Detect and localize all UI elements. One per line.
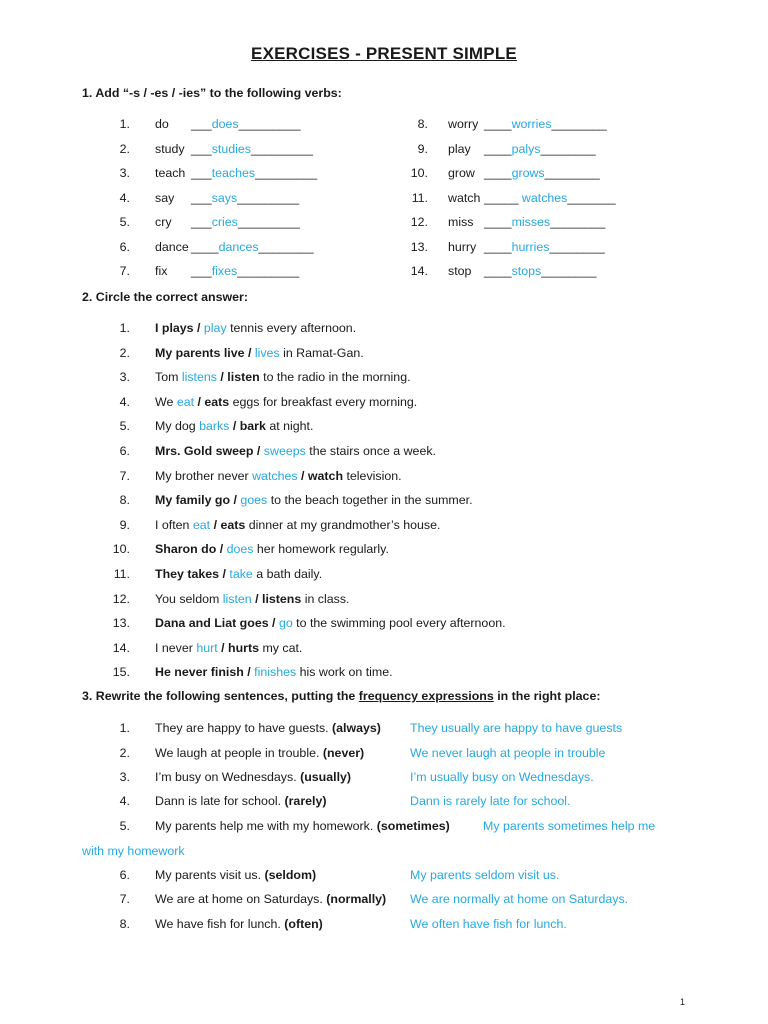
answer-text: worries (511, 117, 552, 131)
item-number: 14. (112, 640, 130, 655)
answer-text: teaches (211, 166, 256, 180)
item-number: 7. (119, 892, 130, 906)
verb-row (0, 215, 768, 233)
verb-word: worry (448, 117, 479, 131)
sentence-text: We (155, 394, 177, 409)
item-number: 8. (119, 493, 130, 508)
sentence (155, 665, 393, 679)
question (155, 819, 450, 833)
blank-post: _______ (567, 190, 616, 205)
sentence (155, 567, 322, 581)
item-number: 9. (417, 141, 428, 156)
frequency-word: (sometimes) (376, 819, 450, 833)
item-number: 8. (417, 117, 428, 131)
blank-pre: ___ (191, 117, 212, 131)
sentence (155, 641, 302, 655)
item-number: 5. (119, 419, 130, 434)
sentence (155, 469, 402, 483)
answer-text: They usually are happy to have guests (410, 721, 623, 735)
sentence-text: to the beach together in the summer. (267, 493, 473, 508)
frequency-word: (usually) (300, 770, 352, 784)
verb-answer (484, 117, 607, 131)
blank-post: _________ (237, 190, 300, 205)
verb-word: watch (448, 190, 481, 205)
item-number: 1. (119, 117, 130, 131)
frequency-word: (seldom) (264, 868, 317, 882)
item-number: 13. (112, 616, 130, 631)
item-number: 7. (119, 264, 130, 278)
choice-text: / eats (210, 517, 246, 532)
verb-answer (484, 215, 605, 229)
page-number: 1 (680, 997, 686, 1007)
item-number: 12. (112, 591, 130, 606)
verb-answer (484, 142, 596, 156)
answer-text: lives (254, 345, 280, 360)
question-text: My parents visit us. (155, 868, 265, 882)
item-number: 5. (119, 819, 130, 833)
blank-pre: ____ (484, 166, 512, 180)
verb-word: do (155, 117, 169, 131)
question-text: My parents help me with my homework. (155, 819, 377, 833)
question-text: We are at home on Saturdays. (155, 892, 327, 906)
blank-pre: ___ (191, 141, 212, 156)
blank-post: _________ (237, 215, 300, 229)
sentence-text: in class. (301, 591, 350, 606)
answer-text: grows (511, 166, 545, 180)
item-number: 13. (410, 239, 428, 254)
verb-row (0, 264, 768, 282)
item-number: 2. (119, 141, 130, 156)
blank-post: ________ (549, 239, 605, 254)
verb-row (0, 142, 768, 160)
sentence-text: I never (155, 640, 197, 655)
sentence (155, 370, 411, 384)
section2-heading: 2. Circle the correct answer: (82, 290, 248, 304)
blank-pre: ____ (484, 239, 512, 254)
item-number: 11. (113, 567, 130, 581)
sentence (155, 346, 364, 360)
page-title: EXERCISES - PRESENT SIMPLE (251, 44, 517, 63)
question-text: We laugh at people in trouble. (155, 746, 323, 760)
answer-text: says (211, 190, 238, 205)
blank-post: _________ (250, 141, 313, 156)
question-text: I’m busy on Wednesdays. (155, 770, 301, 784)
item-number: 10. (410, 166, 428, 180)
rewrite-row (100, 892, 700, 910)
choice-text: / listens (251, 591, 302, 606)
answer-text: stops (511, 264, 542, 278)
choice-text: He never finish / (155, 665, 255, 680)
sentence (155, 395, 417, 409)
sentence-text: dinner at my grandmother’s house. (245, 517, 441, 532)
item-number: 2. (119, 345, 130, 360)
choice-text: Mrs. Gold sweep / (155, 444, 264, 458)
sentence-text: tennis every afternoon. (226, 321, 357, 335)
item-number: 8. (119, 917, 130, 931)
item-number: 5. (119, 215, 130, 229)
question (155, 746, 364, 760)
sentence-text: You seldom (155, 591, 223, 606)
answer-text: Dann is rarely late for school. (410, 794, 571, 808)
sentence (155, 616, 506, 630)
blank-pre: ____ (484, 215, 512, 229)
answer-text: My parents sometimes help me (483, 819, 656, 833)
frequency-word: (often) (284, 917, 323, 931)
question (155, 917, 323, 931)
sentence-text: My brother never (155, 468, 253, 483)
verb-word: fix (155, 264, 168, 278)
verb-word: grow (448, 166, 475, 180)
question-text: Dann is late for school. (155, 794, 285, 808)
choice-text: Dana and Liat goes / (155, 616, 279, 631)
sentence (155, 493, 473, 507)
sentence-text: his work on time. (296, 665, 393, 680)
question-text: We have fish for lunch. (155, 917, 285, 931)
item-number: 1. (119, 321, 130, 335)
blank-post: ________ (544, 166, 600, 180)
sentence-text: to the radio in the morning. (259, 370, 411, 385)
sentence-text: television. (343, 468, 402, 483)
item-number: 12. (410, 215, 428, 229)
item-number: 6. (119, 444, 130, 458)
answer-text: misses (511, 215, 551, 229)
item-number: 2. (119, 746, 130, 760)
choice-text: My family go / (155, 493, 241, 508)
answer-text: sweeps (263, 444, 306, 458)
sentence-text: My dog (155, 419, 200, 434)
frequency-word: (always) (332, 721, 381, 735)
question (155, 794, 327, 808)
blank-post: ________ (541, 264, 597, 278)
item-number: 15. (112, 665, 130, 680)
verb-word: play (448, 141, 471, 156)
sentence (155, 321, 356, 335)
choice-text: Sharon do / (155, 542, 227, 557)
answer-text: eat (192, 517, 211, 532)
choice-text: They takes / (155, 567, 230, 581)
blank-pre: ____ (484, 264, 512, 278)
sentence-text: a bath daily. (252, 567, 323, 581)
answer-text: barks (199, 419, 230, 434)
item-number: 3. (119, 770, 130, 784)
verb-row (0, 117, 768, 135)
frequency-word: (never) (322, 746, 365, 760)
answer-text: We never laugh at people in trouble (410, 746, 606, 760)
sentence (155, 542, 389, 556)
sentence-text: in Ramat-Gan. (279, 345, 364, 360)
item-number: 11. (411, 190, 428, 205)
sentence (155, 419, 313, 433)
answer-text: listen (222, 591, 252, 606)
sentence (155, 592, 349, 606)
answer-text: watches (252, 468, 298, 483)
sentence-text: my cat. (259, 640, 303, 655)
blank-pre: ____ (484, 117, 512, 131)
choice-text: My parents live / (155, 345, 255, 360)
answer-text: hurries (511, 239, 550, 254)
sentence (155, 444, 436, 458)
rewrite-row (100, 868, 700, 886)
blank-post: _________ (238, 117, 301, 131)
blank-pre: ___ (191, 190, 212, 205)
item-number: 6. (119, 239, 130, 254)
answer-text: fixes (211, 264, 238, 278)
verb-row (0, 240, 768, 258)
sentence-text: Tom (155, 370, 182, 385)
blank-post: ________ (551, 117, 607, 131)
answer-text: We often have fish for lunch. (410, 917, 567, 931)
rewrite-row (100, 746, 700, 764)
verb-row (0, 191, 768, 209)
question-text: They are happy to have guests. (155, 721, 333, 735)
item-number: 6. (119, 868, 130, 882)
item-number: 10. (112, 542, 130, 557)
answer-text: take (229, 567, 253, 581)
sentence-text: her homework regularly. (253, 542, 389, 557)
item-number: 4. (119, 794, 130, 808)
choice-text: I plays / (155, 321, 204, 335)
answer-text: finishes (254, 665, 297, 680)
answer-text: dances (218, 239, 259, 254)
sentence (155, 518, 440, 532)
answer-text: palys (511, 141, 541, 156)
verb-row (0, 166, 768, 184)
answer-text: does (211, 117, 239, 131)
choice-text: / eats (194, 394, 230, 409)
answer-text: go (278, 616, 293, 631)
answer-text: I’m usually busy on Wednesdays. (410, 770, 594, 784)
rewrite-row (100, 770, 700, 788)
blank-post: ________ (540, 141, 596, 156)
section1-heading: 1. Add “-s / -es / -ies” to the following verbs: (82, 86, 342, 100)
rewrite-row (100, 917, 700, 935)
blank-pre: ___ (191, 215, 212, 229)
choice-text: / hurts (217, 640, 259, 655)
rewrite-row (100, 794, 700, 812)
blank-post: ________ (550, 215, 606, 229)
choice-text: / watch (297, 468, 344, 483)
answer-text: eat (176, 394, 195, 409)
verb-word: teach (155, 166, 186, 180)
answer-text: studies (211, 141, 251, 156)
blank-pre: ___ (191, 166, 212, 180)
blank-post: _________ (255, 166, 318, 180)
question (155, 770, 351, 784)
verb-word: stop (448, 264, 472, 278)
item-number: 3. (119, 370, 130, 385)
sentence-text: eggs for breakfast every morning. (229, 394, 418, 409)
sentence-text: the stairs once a week. (305, 444, 436, 458)
question (155, 868, 316, 882)
verb-word: dance (155, 239, 189, 254)
sentence-text: to the swimming pool every afternoon. (292, 616, 506, 631)
answer-text: We are normally at home on Saturdays. (410, 892, 629, 906)
rewrite-row (100, 819, 700, 837)
verb-word: say (155, 190, 175, 205)
verb-word: study (155, 141, 185, 156)
answer-text: cries (211, 215, 238, 229)
verb-word: cry (155, 215, 172, 229)
answer-text: My parents seldom visit us. (410, 868, 560, 882)
verb-answer (484, 191, 616, 205)
blank-post: _________ (237, 264, 300, 278)
blank-pre: ___ (191, 264, 212, 278)
answer-text: hurt (196, 640, 218, 655)
frequency-word: (rarely) (284, 794, 327, 808)
verb-answer (484, 166, 600, 180)
verb-word: hurry (448, 239, 477, 254)
frequency-word: (normally) (326, 892, 387, 906)
sentence-text: I often (155, 517, 193, 532)
verb-answer (484, 264, 596, 278)
question (155, 721, 381, 735)
blank-pre: ____ (191, 239, 219, 254)
rewrite-row (100, 721, 700, 739)
blank-post: ________ (258, 239, 314, 254)
answer-text: play (203, 321, 227, 335)
item-number: 1. (119, 721, 130, 735)
sentence-text: at night. (265, 419, 314, 434)
item-number: 14. (410, 264, 428, 278)
choice-text: / listen (216, 370, 260, 385)
item-number: 4. (119, 190, 130, 205)
item-number: 3. (119, 166, 130, 180)
blank-pre: ____ (484, 141, 512, 156)
item-number: 4. (119, 394, 130, 409)
answer-text: does (226, 542, 254, 557)
verb-word: miss (448, 215, 474, 229)
answer-text: goes (240, 493, 268, 508)
answer-text: listens (181, 370, 217, 385)
answer-text: watches (521, 190, 568, 205)
item-number: 9. (119, 517, 130, 532)
answer-continuation: with my homework (82, 843, 185, 858)
blank-pre: _____ (484, 190, 522, 205)
choice-text: / bark (229, 419, 266, 434)
item-number: 7. (119, 468, 130, 483)
question (155, 892, 386, 906)
verb-answer (484, 240, 605, 254)
section3-heading: 3. Rewrite the following sentences, putting the frequency expressions in the right place: (82, 689, 601, 703)
